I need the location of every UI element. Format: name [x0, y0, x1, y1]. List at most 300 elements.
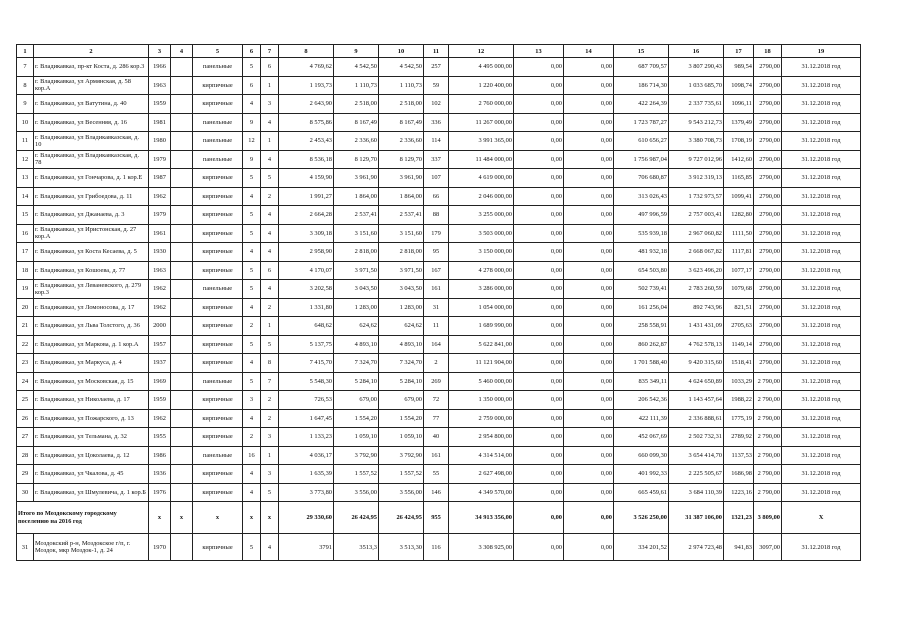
completion-date-cell: 31.12.2018 год: [782, 483, 861, 502]
table-row: [17, 465, 861, 484]
fund-federal-cell: 0,00: [514, 409, 564, 428]
floors-cell: 4: [243, 243, 261, 262]
total-area-cell: 2 958,90: [279, 243, 334, 262]
unit-cost-cell: 1518,41: [724, 354, 754, 373]
column-header: 18: [754, 45, 782, 58]
unit-cost-cell: 1117,81: [724, 243, 754, 262]
address-cell: г. Владикавказ, ул Ватутина, д. 40: [34, 95, 149, 114]
col-4-cell: [171, 335, 193, 354]
column-header: 3: [149, 45, 171, 58]
fund-local-cell: 665 459,61: [614, 483, 669, 502]
fund-owners-cell: 3 807 290,43: [669, 58, 724, 77]
unit-limit-cell: 2 790,00: [754, 391, 782, 410]
residential-area-cell: 2 518,00: [379, 95, 424, 114]
fund-regional-cell: 0,00: [564, 243, 614, 262]
entrances-cell: 2: [261, 187, 279, 206]
col-4-cell: [171, 372, 193, 391]
fund-regional-cell: 0,00: [564, 150, 614, 169]
floors-cell: 16: [243, 446, 261, 465]
total-area-cell: 2 643,90: [279, 95, 334, 114]
fund-regional-cell: 0,00: [564, 534, 614, 561]
build-year-cell: 1959: [149, 95, 171, 114]
floors-cell: 5: [243, 372, 261, 391]
repair-cost-cell: 11 267 000,00: [449, 113, 514, 132]
row-number-cell: 24: [17, 372, 34, 391]
col-4-cell: [171, 446, 193, 465]
unit-cost-cell: 1079,68: [724, 280, 754, 299]
fund-owners-cell: 2 668 067,82: [669, 243, 724, 262]
unit-limit-cell: 2 790,00: [754, 428, 782, 447]
living-area-cell: 1 059,10: [334, 428, 379, 447]
fund-local-cell: 535 939,18: [614, 224, 669, 243]
fund-federal-cell: 0,00: [514, 372, 564, 391]
residents-cell: 257: [424, 58, 449, 77]
floors-cell: 4: [243, 354, 261, 373]
table-row: [17, 58, 861, 77]
wall-material-cell: панельные: [193, 150, 243, 169]
unit-limit-cell: 2790,00: [754, 150, 782, 169]
wall-material-cell: кирпичные: [193, 391, 243, 410]
repair-cost-cell: 1 689 990,00: [449, 317, 514, 336]
living-area-cell: 1 864,00: [334, 187, 379, 206]
fund-regional-cell: 0,00: [564, 169, 614, 188]
wall-material-cell: панельные: [193, 446, 243, 465]
fund-local-cell: 422 264,39: [614, 95, 669, 114]
fund-federal-cell: 0,00: [514, 58, 564, 77]
build-year-cell: 1937: [149, 354, 171, 373]
address-cell: г. Владикавказ, ул Владикавказская, д. 78: [34, 150, 149, 169]
unit-cost-cell: 1149,14: [724, 335, 754, 354]
fund-owners-cell: 1 033 685,70: [669, 76, 724, 95]
unit-cost-cell: 1096,11: [724, 95, 754, 114]
repair-cost-cell: 2 759 000,00: [449, 409, 514, 428]
total-area-cell: 1 647,45: [279, 409, 334, 428]
living-area-cell: 3 961,90: [334, 169, 379, 188]
fund-local-cell: 161 256,04: [614, 298, 669, 317]
fund-regional-cell: 0,00: [564, 428, 614, 447]
living-area-cell: 4 542,50: [334, 58, 379, 77]
address-cell: г. Владикавказ, ул Владикавказская, д. 10: [34, 132, 149, 151]
wall-material-cell: кирпичные: [193, 483, 243, 502]
floors-cell: 4: [243, 409, 261, 428]
repair-cost-cell: 1 350 000,00: [449, 391, 514, 410]
residential-area-cell: 1 554,20: [379, 409, 424, 428]
build-year-cell: 1962: [149, 187, 171, 206]
residents-cell: 88: [424, 206, 449, 225]
residents-cell: 72: [424, 391, 449, 410]
address-cell: г. Владикавказ, ул Гончарова, д. 1 кор.Е: [34, 169, 149, 188]
entrances-cell: 8: [261, 354, 279, 373]
unit-limit-cell: 2790,00: [754, 261, 782, 280]
unit-limit-cell: 2790,00: [754, 95, 782, 114]
address-cell: Моздокский р-н, Моздокское г/п, г. Моздок, мкр Моздок-1, д. 24: [34, 534, 149, 561]
residents-cell: 11: [424, 317, 449, 336]
row-number-cell: 18: [17, 261, 34, 280]
total-area-cell: 3791: [279, 534, 334, 561]
residents-cell: 66: [424, 187, 449, 206]
table-row: [17, 335, 861, 354]
table-row: [17, 261, 861, 280]
fund-owners-cell: 2 783 260,59: [669, 280, 724, 299]
unit-limit-cell: 2 790,00: [754, 465, 782, 484]
repair-cost-cell: 4 278 000,00: [449, 261, 514, 280]
residents-cell: 114: [424, 132, 449, 151]
table-row: [17, 243, 861, 262]
fund-owners-cell: 892 743,96: [669, 298, 724, 317]
total-area-cell: 4 159,90: [279, 169, 334, 188]
residential-area-cell: 3 792,90: [379, 446, 424, 465]
unit-cost-cell: 1223,16: [724, 483, 754, 502]
wall-material-cell: панельные: [193, 280, 243, 299]
address-cell: г. Владикавказ, ул Московская, д. 15: [34, 372, 149, 391]
address-cell: г. Владикавказ, ул Тельмана, д. 32: [34, 428, 149, 447]
repair-cost-cell: 4 619 000,00: [449, 169, 514, 188]
col-4-cell: [171, 298, 193, 317]
residential-area-cell: 3 151,60: [379, 224, 424, 243]
table-row: [17, 446, 861, 465]
build-year-cell: 1979: [149, 150, 171, 169]
col-4-cell: [171, 58, 193, 77]
total-area-cell: 648,62: [279, 317, 334, 336]
living-area-cell: 7 324,70: [334, 354, 379, 373]
col-4-cell: [171, 150, 193, 169]
living-area-cell: 1 557,52: [334, 465, 379, 484]
address-cell: г. Владикавказ, ул Маркуса, д. 4: [34, 354, 149, 373]
entrances-cell: 5: [261, 169, 279, 188]
table-row: [17, 391, 861, 410]
total-area-cell: 8 536,18: [279, 150, 334, 169]
fund-local-cell: 452 067,69: [614, 428, 669, 447]
wall-material-cell: кирпичные: [193, 354, 243, 373]
unit-cost-cell: 1686,98: [724, 465, 754, 484]
table-row: [17, 372, 861, 391]
unit-cost-cell: 1033,29: [724, 372, 754, 391]
unit-limit-cell: 2 790,00: [754, 483, 782, 502]
fund-owners-cell: 9 727 012,96: [669, 150, 724, 169]
fund-owners-cell: 2 336 888,61: [669, 409, 724, 428]
completion-date-cell: 31.12.2018 год: [782, 187, 861, 206]
repair-cost-cell: 1 220 400,00: [449, 76, 514, 95]
wall-material-cell: кирпичные: [193, 409, 243, 428]
residential-area-cell: 2 537,41: [379, 206, 424, 225]
row-number-cell: 17: [17, 243, 34, 262]
completion-date-cell: 31.12.2018 год: [782, 261, 861, 280]
total-area-cell: 3 773,80: [279, 483, 334, 502]
fund-owners-cell: 1 431 431,09: [669, 317, 724, 336]
entrances-cell: 5: [261, 483, 279, 502]
total-row: [17, 502, 861, 534]
unit-cost-cell: 1775,19: [724, 409, 754, 428]
entrances-cell: 4: [261, 224, 279, 243]
living-area-cell: 624,62: [334, 317, 379, 336]
completion-date-cell: 31.12.2018 год: [782, 354, 861, 373]
fund-local-cell: 334 201,52: [614, 534, 669, 561]
col-4-cell: [171, 224, 193, 243]
col-4-cell: [171, 169, 193, 188]
fund-federal-cell: 0,00: [514, 483, 564, 502]
living-area-cell: 679,00: [334, 391, 379, 410]
floors-cell: 4: [243, 465, 261, 484]
residential-area-cell: 8 129,70: [379, 150, 424, 169]
wall-material-cell: кирпичные: [193, 534, 243, 561]
fund-local-cell: 654 503,80: [614, 261, 669, 280]
row-number-cell: 29: [17, 465, 34, 484]
residential-area-cell: 1 110,73: [379, 76, 424, 95]
address-cell: г. Владикавказ, ул Маркова, д. 1 кор.А: [34, 335, 149, 354]
entrances-cell: 2: [261, 298, 279, 317]
repair-cost-cell: 2 627 498,00: [449, 465, 514, 484]
total-area-cell: 2 664,28: [279, 206, 334, 225]
build-year-cell: 1962: [149, 409, 171, 428]
residents-cell: 107: [424, 169, 449, 188]
wall-material-cell: кирпичные: [193, 317, 243, 336]
completion-date-cell: 31.12.2018 год: [782, 95, 861, 114]
entrances-cell: 3: [261, 95, 279, 114]
completion-date-cell: 31.12.2018 год: [782, 409, 861, 428]
entrances-cell: 1: [261, 132, 279, 151]
completion-date-cell: 31.12.2018 год: [782, 428, 861, 447]
row-number-cell: 20: [17, 298, 34, 317]
table-row: [17, 132, 861, 151]
unit-cost-cell: 1282,80: [724, 206, 754, 225]
wall-material-cell: кирпичные: [193, 243, 243, 262]
floors-cell: 9: [243, 113, 261, 132]
table-row: [17, 206, 861, 225]
fund-regional-cell: 0,00: [564, 391, 614, 410]
fund-local-cell: 1 723 787,27: [614, 113, 669, 132]
fund-local-cell: 706 680,87: [614, 169, 669, 188]
fund-owners-cell: 3 912 319,13: [669, 169, 724, 188]
fund-owners-cell: 3 380 708,73: [669, 132, 724, 151]
fund-federal-cell: 0,00: [514, 465, 564, 484]
residents-cell: 55: [424, 465, 449, 484]
wall-material-cell: кирпичные: [193, 298, 243, 317]
floors-cell: 5: [243, 280, 261, 299]
residents-cell: 179: [424, 224, 449, 243]
unit-limit-cell: 2790,00: [754, 113, 782, 132]
column-header: 19: [782, 45, 861, 58]
build-year-cell: 2000: [149, 317, 171, 336]
unit-limit-cell: 2790,00: [754, 206, 782, 225]
row-number-cell: 23: [17, 354, 34, 373]
fund-local-cell: 1 701 588,40: [614, 354, 669, 373]
col-4-cell: [171, 206, 193, 225]
completion-date-cell: 31.12.2018 год: [782, 224, 861, 243]
fund-local-cell: 258 558,91: [614, 317, 669, 336]
floors-cell: 4: [243, 483, 261, 502]
column-header: 6: [243, 45, 261, 58]
residents-cell: 336: [424, 113, 449, 132]
fund-regional-cell: 0,00: [564, 95, 614, 114]
fund-federal-cell: 0,00: [514, 113, 564, 132]
fund-local-cell: 860 262,87: [614, 335, 669, 354]
fund-federal-cell: 0,00: [514, 534, 564, 561]
residential-area-cell: 2 818,00: [379, 243, 424, 262]
floors-cell: 5: [243, 206, 261, 225]
fund-owners-cell: 3 684 110,39: [669, 483, 724, 502]
build-year-cell: 1979: [149, 206, 171, 225]
total-area-cell: 1 193,73: [279, 76, 334, 95]
residential-area-cell: 3 043,50: [379, 280, 424, 299]
residential-area-cell: 624,62: [379, 317, 424, 336]
fund-regional-cell: 0,00: [564, 113, 614, 132]
total-area-cell: 7 415,70: [279, 354, 334, 373]
fund-local-cell: 687 709,57: [614, 58, 669, 77]
fund-federal-cell: 0,00: [514, 298, 564, 317]
total-sp-cell: 1321,23: [724, 502, 754, 534]
fund-owners-cell: 1 732 973,57: [669, 187, 724, 206]
floors-cell: 5: [243, 224, 261, 243]
fund-regional-cell: 0,00: [564, 354, 614, 373]
total-a-cell: 29 330,60: [279, 502, 334, 534]
total-area-cell: 1 635,39: [279, 465, 334, 484]
address-cell: г. Владикавказ, ул Армянская, д. 58 кор.А: [34, 76, 149, 95]
entrances-cell: 2: [261, 409, 279, 428]
repair-cost-cell: 11 121 904,00: [449, 354, 514, 373]
repair-cost-cell: 2 046 000,00: [449, 187, 514, 206]
residential-area-cell: 1 557,52: [379, 465, 424, 484]
living-area-cell: 1 283,00: [334, 298, 379, 317]
build-year-cell: 1981: [149, 113, 171, 132]
column-header: 16: [669, 45, 724, 58]
row-number-cell: 26: [17, 409, 34, 428]
fund-regional-cell: 0,00: [564, 58, 614, 77]
residents-cell: 337: [424, 150, 449, 169]
column-header: 7: [261, 45, 279, 58]
col-4-cell: [171, 113, 193, 132]
floors-cell: 4: [243, 298, 261, 317]
column-header: 11: [424, 45, 449, 58]
wall-material-cell: кирпичные: [193, 224, 243, 243]
floors-cell: 9: [243, 150, 261, 169]
col-4-cell: [171, 409, 193, 428]
fund-federal-cell: 0,00: [514, 317, 564, 336]
build-year-cell: 1961: [149, 224, 171, 243]
repair-cost-cell: 3 503 000,00: [449, 224, 514, 243]
floors-cell: 5: [243, 335, 261, 354]
completion-date-cell: 31.12.2018 год: [782, 465, 861, 484]
living-area-cell: 2 518,00: [334, 95, 379, 114]
living-area-cell: 2 336,60: [334, 132, 379, 151]
living-area-cell: 3 971,50: [334, 261, 379, 280]
completion-date-cell: 31.12.2018 год: [782, 317, 861, 336]
residential-area-cell: 1 059,10: [379, 428, 424, 447]
fund-federal-cell: 0,00: [514, 224, 564, 243]
living-area-cell: 3513,3: [334, 534, 379, 561]
build-year-cell: 1962: [149, 280, 171, 299]
total-area-cell: 5 548,30: [279, 372, 334, 391]
wall-material-cell: кирпичные: [193, 206, 243, 225]
fund-regional-cell: 0,00: [564, 483, 614, 502]
row-number-cell: 10: [17, 113, 34, 132]
table-row: [17, 150, 861, 169]
floors-cell: 12: [243, 132, 261, 151]
total-x6-cell: x: [243, 502, 261, 534]
unit-cost-cell: 989,54: [724, 58, 754, 77]
residential-area-cell: 5 284,10: [379, 372, 424, 391]
residential-area-cell: 679,00: [379, 391, 424, 410]
unit-cost-cell: 1137,53: [724, 446, 754, 465]
fund-local-cell: 401 992,33: [614, 465, 669, 484]
total-z2-cell: 0,00: [564, 502, 614, 534]
wall-material-cell: кирпичные: [193, 76, 243, 95]
living-area-cell: 5 284,10: [334, 372, 379, 391]
total-p-cell: 955: [424, 502, 449, 534]
residents-cell: 31: [424, 298, 449, 317]
fund-federal-cell: 0,00: [514, 187, 564, 206]
fund-regional-cell: 0,00: [564, 465, 614, 484]
wall-material-cell: кирпичные: [193, 465, 243, 484]
build-year-cell: 1959: [149, 391, 171, 410]
fund-owners-cell: 1 143 457,64: [669, 391, 724, 410]
row-number-cell: 12: [17, 150, 34, 169]
completion-date-cell: 31.12.2018 год: [782, 243, 861, 262]
row-number-cell: 14: [17, 187, 34, 206]
residential-area-cell: 4 893,10: [379, 335, 424, 354]
build-year-cell: 1986: [149, 446, 171, 465]
row-number-cell: 8: [17, 76, 34, 95]
completion-date-cell: 31.12.2018 год: [782, 280, 861, 299]
fund-local-cell: 835 349,11: [614, 372, 669, 391]
fund-regional-cell: 0,00: [564, 224, 614, 243]
repair-cost-cell: 3 150 000,00: [449, 243, 514, 262]
total-cost-cell: 34 913 356,00: [449, 502, 514, 534]
floors-cell: 2: [243, 428, 261, 447]
col-4-cell: [171, 391, 193, 410]
address-cell: г. Владикавказ, ул Ломоносова, д. 17: [34, 298, 149, 317]
table-row: [17, 280, 861, 299]
total-date-cell: X: [782, 502, 861, 534]
living-area-cell: 3 556,00: [334, 483, 379, 502]
address-cell: г. Владикавказ, ул Коста Кесаева, д. 5: [34, 243, 149, 262]
table-row: [17, 483, 861, 502]
fund-federal-cell: 0,00: [514, 391, 564, 410]
row-number-cell: 21: [17, 317, 34, 336]
housing-repair-table: [16, 44, 861, 561]
wall-material-cell: панельные: [193, 113, 243, 132]
unit-limit-cell: 2790,00: [754, 298, 782, 317]
total-area-cell: 4 170,07: [279, 261, 334, 280]
repair-cost-cell: 4 314 514,00: [449, 446, 514, 465]
repair-cost-cell: 3 308 925,00: [449, 534, 514, 561]
fund-regional-cell: 0,00: [564, 335, 614, 354]
total-area-cell: 3 202,58: [279, 280, 334, 299]
total-area-cell: 3 309,18: [279, 224, 334, 243]
table-row: [17, 187, 861, 206]
total-area-cell: 1 331,80: [279, 298, 334, 317]
fund-local-cell: 313 026,43: [614, 187, 669, 206]
fund-federal-cell: 0,00: [514, 76, 564, 95]
living-area-cell: 3 151,60: [334, 224, 379, 243]
total-x5-cell: x: [193, 502, 243, 534]
table-row: [17, 95, 861, 114]
col-4-cell: [171, 534, 193, 561]
completion-date-cell: 31.12.2018 год: [782, 372, 861, 391]
column-header: 17: [724, 45, 754, 58]
residential-area-cell: 3 961,90: [379, 169, 424, 188]
completion-date-cell: 31.12.2018 год: [782, 76, 861, 95]
unit-cost-cell: 941,83: [724, 534, 754, 561]
entrances-cell: 6: [261, 261, 279, 280]
address-cell: г. Владикавказ, ул Цоколаева, д. 12: [34, 446, 149, 465]
repair-cost-cell: 3 286 000,00: [449, 280, 514, 299]
total-c-cell: 26 424,95: [379, 502, 424, 534]
repair-cost-cell: 5 622 841,00: [449, 335, 514, 354]
living-area-cell: 2 818,00: [334, 243, 379, 262]
entrances-cell: 1: [261, 446, 279, 465]
unit-limit-cell: 2 790,00: [754, 446, 782, 465]
address-cell: г. Владикавказ, ул Чкалова, д. 45: [34, 465, 149, 484]
